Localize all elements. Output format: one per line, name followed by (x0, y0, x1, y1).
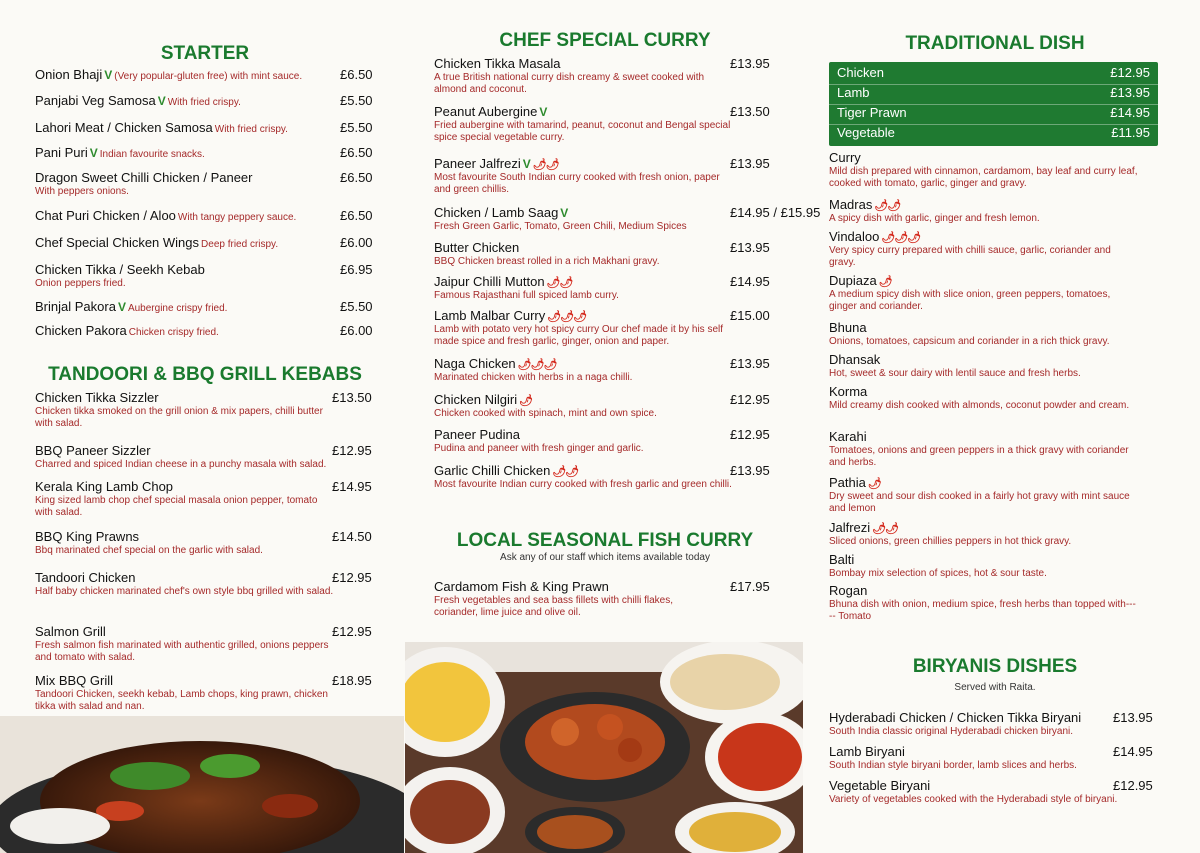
menu-item (434, 156, 779, 196)
menu-item-title: Mix BBQ Grill (35, 673, 113, 688)
menu-item-price: £12.95 (332, 624, 372, 639)
price-row-price: £12.95 (1110, 65, 1150, 80)
menu-item-price: £17.95 (730, 579, 770, 594)
menu-item-title: Madras (829, 197, 873, 212)
menu-item (35, 570, 380, 598)
menu-item-price: £12.95 (1113, 778, 1153, 793)
menu-item-name (35, 443, 380, 458)
menu-item-description: Most favourite Indian curry cooked with fresh garlic and green chilli. (434, 479, 732, 490)
menu-item-price: £6.50 (340, 145, 373, 160)
menu-item-name (434, 427, 779, 442)
menu-item-name (35, 67, 380, 82)
menu-item-price: £5.50 (340, 120, 373, 135)
menu-item-note: Deep fried crispy. (201, 239, 279, 250)
menu-item-description: Very spicy curry prepared with chilli sauce, garlic, coriander and gravy. (829, 245, 1111, 268)
vegetarian-icon: V (104, 68, 113, 82)
menu-item-name (829, 273, 1159, 288)
menu-item-description: Famous Rajasthani full spiced lamb curry. (434, 290, 619, 301)
menu-item (35, 93, 380, 108)
menu-item-title: Chicken Pakora (35, 323, 127, 338)
menu-item-name (35, 208, 380, 223)
menu-item (829, 552, 1159, 580)
menu-item-note: Indian favourite snacks. (99, 149, 205, 160)
menu-item-name (35, 323, 380, 338)
menu-item-description: Lamb with potato very hot spicy curry Our chef made it by his self made spice and fresh garlic, ginger, onion and paper. (434, 324, 724, 347)
menu-item-title: Lahori Meat / Chicken Samosa (35, 120, 213, 135)
menu-item (829, 273, 1159, 313)
menu-item-price: £14.95 (332, 479, 372, 494)
menu-item-description: Onions, tomatoes, capsicum and coriander in a rich thick gravy. (829, 336, 1110, 347)
chili-icon: 🌶🌶🌶 (517, 359, 557, 371)
menu-item-description: Fresh vegetables and sea bass fillets with chilli flakes, coriander, lime juice and olive oil. (434, 595, 674, 618)
menu-item (434, 463, 779, 491)
menu-item-name (35, 145, 380, 160)
menu-item-name (434, 579, 779, 594)
menu-item-title: Lamb Biryani (829, 744, 905, 759)
price-row-label: Chicken (837, 65, 884, 80)
menu-item-name (434, 274, 779, 289)
menu-item-description: Fresh salmon fish marinated with authentic grilled, onions peppers and tomato with salad. (35, 640, 329, 663)
menu-item-title: Tandoori Chicken (35, 570, 136, 585)
menu-item-name (35, 299, 380, 314)
menu-item-description: BBQ Chicken breast rolled in a rich Makhani gravy. (434, 256, 660, 267)
menu-item-title: BBQ Paneer Sizzler (35, 443, 151, 458)
menu-item-name (35, 170, 380, 185)
menu-item-price: £13.95 (730, 240, 770, 255)
menu-item-description: Onion peppers fried. (35, 278, 126, 289)
menu-item-title: Chicken Tikka / Seekh Kebab (35, 262, 205, 277)
fish-subheading: Ask any of our staff which items available today (500, 552, 710, 563)
menu-item-note: With tangy peppery sauce. (177, 212, 297, 223)
menu-item-description: Bombay mix selection of spices, hot & sour taste. (829, 568, 1047, 579)
menu-item-price: £6.00 (340, 323, 373, 338)
menu-item-price: £13.95 (730, 356, 770, 371)
menu-item-price: £6.50 (340, 208, 373, 223)
menu-item-price: £13.95 (730, 56, 770, 71)
price-row-price: £13.95 (1110, 85, 1150, 100)
menu-item-title: Butter Chicken (434, 240, 520, 255)
menu-item (829, 150, 1159, 190)
menu-item (434, 427, 779, 455)
menu-item-price: £5.50 (340, 299, 373, 314)
menu-item-title: Peanut Aubergine (434, 104, 538, 119)
menu-item (35, 120, 380, 135)
menu-item (434, 579, 779, 619)
menu-item (35, 443, 380, 471)
menu-item-description: Marinated chicken with herbs in a naga chilli. (434, 372, 633, 383)
vegetarian-icon: V (539, 105, 548, 119)
chili-icon: 🌶🌶 (546, 277, 573, 289)
menu-item-description: South Indian style biryani border, lamb slices and herbs. (829, 760, 1077, 771)
menu-item-description: Charred and spiced Indian cheese in a punchy masala with salad. (35, 459, 327, 470)
menu-item-title: Karahi (829, 429, 867, 444)
menu-item (35, 67, 380, 82)
menu-item (35, 299, 380, 314)
menu-item-description: Chicken cooked with spinach, mint and own spice. (434, 408, 657, 419)
menu-item-price: £12.95 (730, 427, 770, 442)
menu-item-description: A spicy dish with garlic, ginger and fresh lemon. (829, 213, 1040, 224)
menu-item-name (35, 390, 380, 405)
menu-item-price: £12.95 (332, 570, 372, 585)
price-row-tiger-prawn (837, 105, 1150, 125)
menu-item-title: Jaipur Chilli Mutton (434, 274, 545, 289)
traditional-price-box (829, 62, 1158, 146)
menu-item-description: Mild dish prepared with cinnamon, cardamom, bay leaf and curry leaf, cooked with tomato, garlic, ginger and gravy. (829, 166, 1138, 189)
fish-heading: LOCAL SEASONAL FISH CURRY (456, 530, 754, 551)
food-photo-platter (405, 642, 803, 853)
menu-item-name (35, 479, 380, 494)
chili-icon: 🌶🌶 (874, 200, 901, 212)
menu-item-title: Vindaloo (829, 229, 880, 244)
menu-item (829, 352, 1159, 380)
menu-item-name (35, 673, 380, 688)
menu-item-title: Onion Bhaji (35, 67, 103, 82)
price-row-label: Vegetable (837, 125, 895, 140)
menu-item-note: With fried crispy. (214, 124, 288, 135)
price-row-label: Lamb (837, 85, 870, 100)
menu-item-price: £14.95 (730, 274, 770, 289)
menu-item-price: £13.95 (1113, 710, 1153, 725)
menu-item-description: Tandoori Chicken, seekh kebab, Lamb chops, king prawn, chicken tikka with salad and nan. (35, 689, 328, 712)
menu-item-title: Kerala King Lamb Chop (35, 479, 174, 494)
menu-item-title: Chef Special Chicken Wings (35, 235, 200, 250)
menu-item-description: Pudina and paneer with fresh ginger and garlic. (434, 443, 644, 454)
menu-item-name (35, 93, 380, 108)
menu-item (829, 229, 1159, 269)
menu-item (434, 308, 779, 348)
menu-item-note: With fried crispy. (167, 97, 241, 108)
menu-item-title: BBQ King Prawns (35, 529, 140, 544)
menu-item-title: Dragon Sweet Chilli Chicken / Paneer (35, 170, 253, 185)
menu-item-title: Naga Chicken (434, 356, 516, 371)
menu-item-price: £15.00 (730, 308, 770, 323)
menu-item-description: Half baby chicken marinated chef's own style bbq grilled with salad. (35, 586, 334, 597)
menu-item-price: £13.95 (730, 463, 770, 478)
menu-item-name (829, 352, 1159, 367)
menu-item-title: Curry (829, 150, 861, 165)
menu-item-title: Chicken Tikka Sizzler (35, 390, 159, 405)
menu-item-name (434, 308, 779, 323)
menu-item-name (35, 120, 380, 135)
menu-item-title: Pathia (829, 475, 866, 490)
price-row-label: Tiger Prawn (837, 105, 907, 120)
chef-special-heading: CHEF SPECIAL CURRY (499, 30, 711, 51)
menu-item (829, 778, 1159, 806)
menu-item-price: £14.50 (332, 529, 372, 544)
menu-item-note: Aubergine crispy fried. (127, 303, 228, 314)
price-row-chicken (837, 65, 1150, 85)
menu-item (35, 323, 380, 338)
menu-item-price: £13.95 (730, 156, 770, 171)
menu-item-description: Tomatoes, onions and green peppers in a thick gravy with coriander and herbs. (829, 445, 1129, 468)
tandoori-heading: TANDOORI & BBQ GRILL KEBABS (48, 364, 362, 385)
menu-item-name (434, 205, 779, 220)
starter-heading: STARTER (160, 43, 250, 64)
menu-item-name (35, 570, 380, 585)
menu-item-name (829, 552, 1159, 567)
menu-item-title: Dhansak (829, 352, 881, 367)
price-row-price: £14.95 (1110, 105, 1150, 120)
menu-item-description: King sized lamb chop chef special masala onion pepper, tomato with salad. (35, 495, 318, 518)
menu-item-title: Jalfrezi (829, 520, 871, 535)
price-row-lamb (837, 85, 1150, 105)
menu-item-title: Pani Puri (35, 145, 88, 160)
menu-item-name (35, 529, 380, 544)
menu-item (434, 56, 779, 96)
menu-item-price: £12.95 (730, 392, 770, 407)
menu-item-note: Chicken crispy fried. (128, 327, 219, 338)
menu-item-name (829, 778, 1159, 793)
menu-item-description: Mild creamy dish cooked with almonds, coconut powder and cream. (829, 400, 1130, 411)
menu-item-description: Variety of vegetables cooked with the Hyderabadi style of biryani. (829, 794, 1118, 805)
menu-item (829, 320, 1159, 348)
menu-item-name (434, 392, 779, 407)
menu-item-price: £14.95 / £15.95 (730, 205, 821, 220)
menu-item-price: £6.50 (340, 170, 373, 185)
menu-item-name (829, 583, 1159, 598)
menu-item-name (829, 710, 1159, 725)
menu-item-name (829, 475, 1159, 490)
menu-item-title: Paneer Jalfrezi (434, 156, 521, 171)
menu-item (829, 583, 1159, 623)
menu-item-name (35, 624, 380, 639)
menu-item-title: Brinjal Pakora (35, 299, 116, 314)
menu-item-price: £12.95 (332, 443, 372, 458)
menu-item (434, 205, 821, 233)
menu-item (829, 710, 1159, 738)
menu-item (35, 235, 380, 250)
menu-item-title: Panjabi Veg Samosa (35, 93, 156, 108)
menu-item-price: £13.50 (730, 104, 770, 119)
menu-item (829, 520, 1159, 548)
menu-item-title: Paneer Pudina (434, 427, 521, 442)
chili-icon: 🌶🌶 (532, 159, 559, 171)
chili-icon: 🌶🌶🌶 (881, 232, 921, 244)
chili-icon: 🌶 (867, 478, 881, 490)
chili-icon: 🌶🌶 (552, 466, 579, 478)
menu-item-title: Vegetable Biryani (829, 778, 931, 793)
menu-item-note: (Very popular-gluten free) with mint sauce. (114, 71, 303, 82)
chili-icon: 🌶🌶 (872, 523, 899, 535)
menu-item-name (829, 229, 1159, 244)
menu-item (35, 170, 380, 198)
vegetarian-icon: V (157, 94, 166, 108)
menu-item-name (434, 240, 779, 255)
menu-item-description: A medium spicy dish with slice onion, green peppers, tomatoes, ginger and coriander. (829, 289, 1111, 312)
vegetarian-icon: V (522, 157, 531, 171)
menu-item-description: South India classic original Hyderabadi chicken biryani. (829, 726, 1074, 737)
menu-item-name (434, 156, 779, 171)
menu-item-name (35, 235, 380, 250)
chili-icon: 🌶 (878, 276, 892, 288)
menu-item (35, 208, 380, 223)
menu-item (829, 475, 1159, 515)
menu-item-title: Chicken Tikka Masala (434, 56, 561, 71)
menu-item-title: Hyderabadi Chicken / Chicken Tikka Biryani (829, 710, 1082, 725)
menu-item-price: £5.50 (340, 93, 373, 108)
menu-item-description: Dry sweet and sour dish cooked in a fairly hot gravy with mint sauce and lemon (829, 491, 1130, 514)
menu-item-name (829, 744, 1159, 759)
menu-item (35, 479, 380, 519)
menu-item-title: Korma (829, 384, 868, 399)
menu-item-description: Hot, sweet & sour dairy with lentil sauce and fresh herbs. (829, 368, 1081, 379)
menu-item-title: Rogan (829, 583, 868, 598)
menu-item-description: Fried aubergine with tamarind, peanut, coconut and Bengal special spice special vegetable curry. (434, 120, 731, 143)
menu-item (35, 262, 380, 290)
menu-item (829, 744, 1159, 772)
menu-item-description: With peppers onions. (35, 186, 129, 197)
menu-item-price: £6.00 (340, 235, 373, 250)
menu-item-description: Sliced onions, green chillies peppers in hot thick gravy. (829, 536, 1072, 547)
menu-item-name (829, 320, 1159, 335)
menu-item (35, 145, 380, 160)
menu-item-title: Balti (829, 552, 855, 567)
menu-item (35, 624, 380, 664)
menu-item-description: Bbq marinated chef special on the garlic with salad. (35, 545, 263, 556)
menu-item-description: Bhuna dish with onion, medium spice, fresh herbs than topped with----- Tomato (829, 599, 1136, 622)
menu-item (35, 390, 380, 430)
menu-item (434, 392, 779, 420)
menu-item-title: Chicken / Lamb Saag (434, 205, 559, 220)
menu-item-title: Salmon Grill (35, 624, 106, 639)
vegetarian-icon: V (89, 146, 98, 160)
menu-item-title: Chicken Nilgiri (434, 392, 518, 407)
menu-item-price: £14.95 (1113, 744, 1153, 759)
menu-item-title: Dupiaza (829, 273, 877, 288)
menu-item-title: Bhuna (829, 320, 867, 335)
menu-item-name (829, 520, 1159, 535)
price-row-vegetable (837, 125, 1150, 145)
menu-item-description: Fresh Green Garlic, Tomato, Green Chili, Medium Spices (434, 221, 687, 232)
biryani-subheading: Served with Raita. (954, 682, 1036, 693)
menu-item-name (35, 262, 380, 277)
menu-item (434, 356, 779, 384)
traditional-heading: TRADITIONAL DISH (905, 33, 1085, 54)
menu-item-description: Chicken tikka smoked on the grill onion & mix papers, chilli butter with salad. (35, 406, 323, 429)
menu-item-name (829, 197, 1159, 212)
menu-item-description: Most favourite South Indian curry cooked with fresh onion, paper and green chillis. (434, 172, 720, 195)
menu-item-price: £6.50 (340, 67, 373, 82)
menu-item-name (434, 463, 779, 478)
vegetarian-icon: V (560, 206, 569, 220)
menu-item (35, 673, 380, 713)
menu-item (434, 104, 779, 144)
menu-item-price: £13.50 (332, 390, 372, 405)
menu-item-name (829, 429, 1159, 444)
chili-icon: 🌶 (519, 395, 533, 407)
menu-item-title: Cardamom Fish & King Prawn (434, 579, 609, 594)
food-photo-grilled-chicken (0, 716, 404, 853)
vegetarian-icon: V (117, 300, 126, 314)
menu-item-description: A true British national curry dish creamy & sweet cooked with almond and coconut. (434, 72, 705, 95)
menu-item-name (434, 104, 779, 119)
menu-item-title: Chat Puri Chicken / Aloo (35, 208, 176, 223)
biryani-heading: BIRYANIS DISHES (912, 656, 1078, 677)
menu-item-price: £6.95 (340, 262, 373, 277)
menu-item (829, 197, 1159, 225)
menu-item-name (434, 56, 779, 71)
price-row-price: £11.95 (1111, 125, 1150, 140)
menu-item-name (829, 150, 1159, 165)
menu-item (35, 529, 380, 557)
menu-item (434, 274, 779, 302)
chili-icon: 🌶🌶🌶 (547, 311, 587, 323)
menu-item (829, 429, 1159, 469)
menu-item-title: Lamb Malbar Curry (434, 308, 546, 323)
menu-item (434, 240, 779, 268)
menu-item-name (829, 384, 1159, 399)
menu-item (829, 384, 1159, 412)
menu-item-name (434, 356, 779, 371)
menu-item-title: Garlic Chilli Chicken (434, 463, 551, 478)
menu-item-price: £18.95 (332, 673, 372, 688)
